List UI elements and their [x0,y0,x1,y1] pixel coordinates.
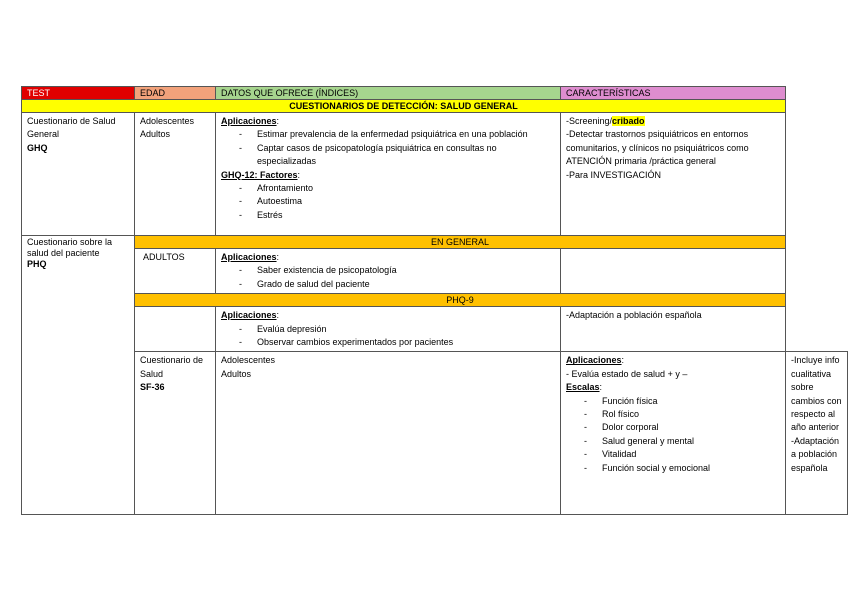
ghq-car-line2: -Detectar trastornos psiquiátricos en entornos comunitarios, y clínicos no psiquiátricos como ATENCIÓN primaria /práctica general [566,129,749,167]
phq9-band-row [22,294,848,307]
phq-test-cell [22,236,135,515]
ghq-factor-2: - Autoestima [221,195,555,208]
ghq-factor-1: - Afrontamiento [221,182,555,195]
header-test: TEST [22,87,135,100]
phq-caracteristicas-cell [561,249,786,294]
header-row [22,87,848,100]
sf36-caracteristicas-cell [786,352,848,515]
phq9-edad-cell [135,307,216,352]
sf36-age-2: Adultos [221,368,252,379]
phq-aplicacion-2: - Grado de salud del paciente [221,278,555,291]
ghq-edad-cell [135,113,216,236]
sf36-car-line2: -Adaptación a población española [791,435,840,473]
sf36-datos-cell: Aplicaciones: - Evalúa estado de salud + y – Escalas: - Función física - Rol físico - Dolor corporal - Salud general y mental - Vitalidad - Función social y emocional [561,352,786,515]
ghq-test-cell [22,113,135,236]
sf36-escala-6: - Función social y emocional [566,462,780,475]
phq-edad-cell [135,249,216,294]
sf36-escalas-label: Escalas [566,382,600,393]
sf36-test-cell [135,352,216,515]
sf36-escala-5: - Vitalidad [566,448,780,461]
ghq-name-line1: Cuestionario de Salud [27,116,116,126]
phq-aplicaciones-label: Aplicaciones [221,252,277,262]
ghq-car-highlight: cribado [612,116,645,126]
phq-band-general: EN GENERAL [135,236,786,249]
phq-name-line1: Cuestionario sobre la [27,237,113,247]
ghq-car-line1-prefix: -Screening/ [566,116,613,126]
ghq-factor-3: - Estrés [221,209,555,222]
ghq-datos-cell: Aplicaciones: - Estimar prevalencia de la enfermedad psiquiátrica en una población - Captar casos de psicopatología psiquiátrica en consultas no especializadas GHQ-12: Factores: - Afrontamiento - Autoestima - Estrés [216,113,561,236]
section-title-general: CUESTIONARIOS DE DETECCIÓN: SALUD GENERAL [22,100,786,113]
phq9-aplicacion-2: - Observar cambios experimentados por pacientes [221,336,555,349]
ghq-age-1: Adolescentes [140,116,195,126]
phq-code: PHQ [27,259,47,269]
header-caracteristicas: CARACTERÍSTICAS [561,87,786,100]
sf36-escala-4: - Salud general y mental [566,435,780,448]
phq-age: ADULTOS [143,252,185,262]
phq-band-row-general [22,236,848,249]
table-row-ghq [22,113,848,236]
ghq-aplicacion-1: - Estimar prevalencia de la enfermedad psiquiátrica en una población [221,128,555,141]
sf36-car-line1: -Incluye info cualitativa sobre cambios con respecto al año anterior [791,355,842,433]
sf36-name-line1: Cuestionario de Salud [140,355,204,379]
table-row-phq-general [22,249,848,294]
questionnaire-table [21,86,848,515]
ghq-code: GHQ [27,142,48,153]
phq-aplicacion-1: - Saber existencia de psicopatología [221,264,555,277]
ghq-name-line2: General [27,129,60,140]
sf36-escala-2: - Rol físico [566,408,780,421]
header-edad: EDAD [135,87,216,100]
ghq-factores-label: GHQ-12: Factores [221,169,298,180]
phq9-band: PHQ-9 [135,294,786,307]
section-row-general [22,100,848,113]
ghq-car-line3: -Para INVESTIGACIÓN [566,169,662,180]
phq9-aplicacion-1: - Evalúa depresión [221,323,555,336]
sf36-evalua: - Evalúa estado de salud + y – [566,368,688,379]
sf36-code: SF-36 [140,382,165,393]
table-row-phq9 [22,307,848,352]
header-datos: DATOS QUE OFRECE (ÍNDICES) [216,87,561,100]
phq9-datos-cell: Aplicaciones: - Evalúa depresión - Observar cambios experimentados por pacientes [216,307,561,352]
sf36-aplicaciones-label: Aplicaciones [566,355,622,366]
sf36-age-1: Adolescentes [221,355,276,366]
sf36-edad-cell [216,352,561,515]
ghq-aplicacion-2: - Captar casos de psicopatología psiquiátrica en consultas no especializadas [221,142,555,169]
sf36-escala-3: - Dolor corporal [566,421,780,434]
ghq-age-2: Adultos [140,129,171,140]
ghq-aplicaciones-label: Aplicaciones [221,116,277,126]
ghq-caracteristicas-cell [561,113,786,236]
sf36-escala-1: - Función física [566,395,780,408]
phq-datos-cell: Aplicaciones: - Saber existencia de psicopatología - Grado de salud del paciente [216,249,561,294]
phq9-car-line1: -Adaptación a población española [566,310,702,321]
phq9-aplicaciones-label: Aplicaciones [221,310,277,321]
phq-name-line2: salud del paciente [27,248,100,258]
phq9-caracteristicas-cell [561,307,786,352]
table-row-sf36 [22,352,848,515]
